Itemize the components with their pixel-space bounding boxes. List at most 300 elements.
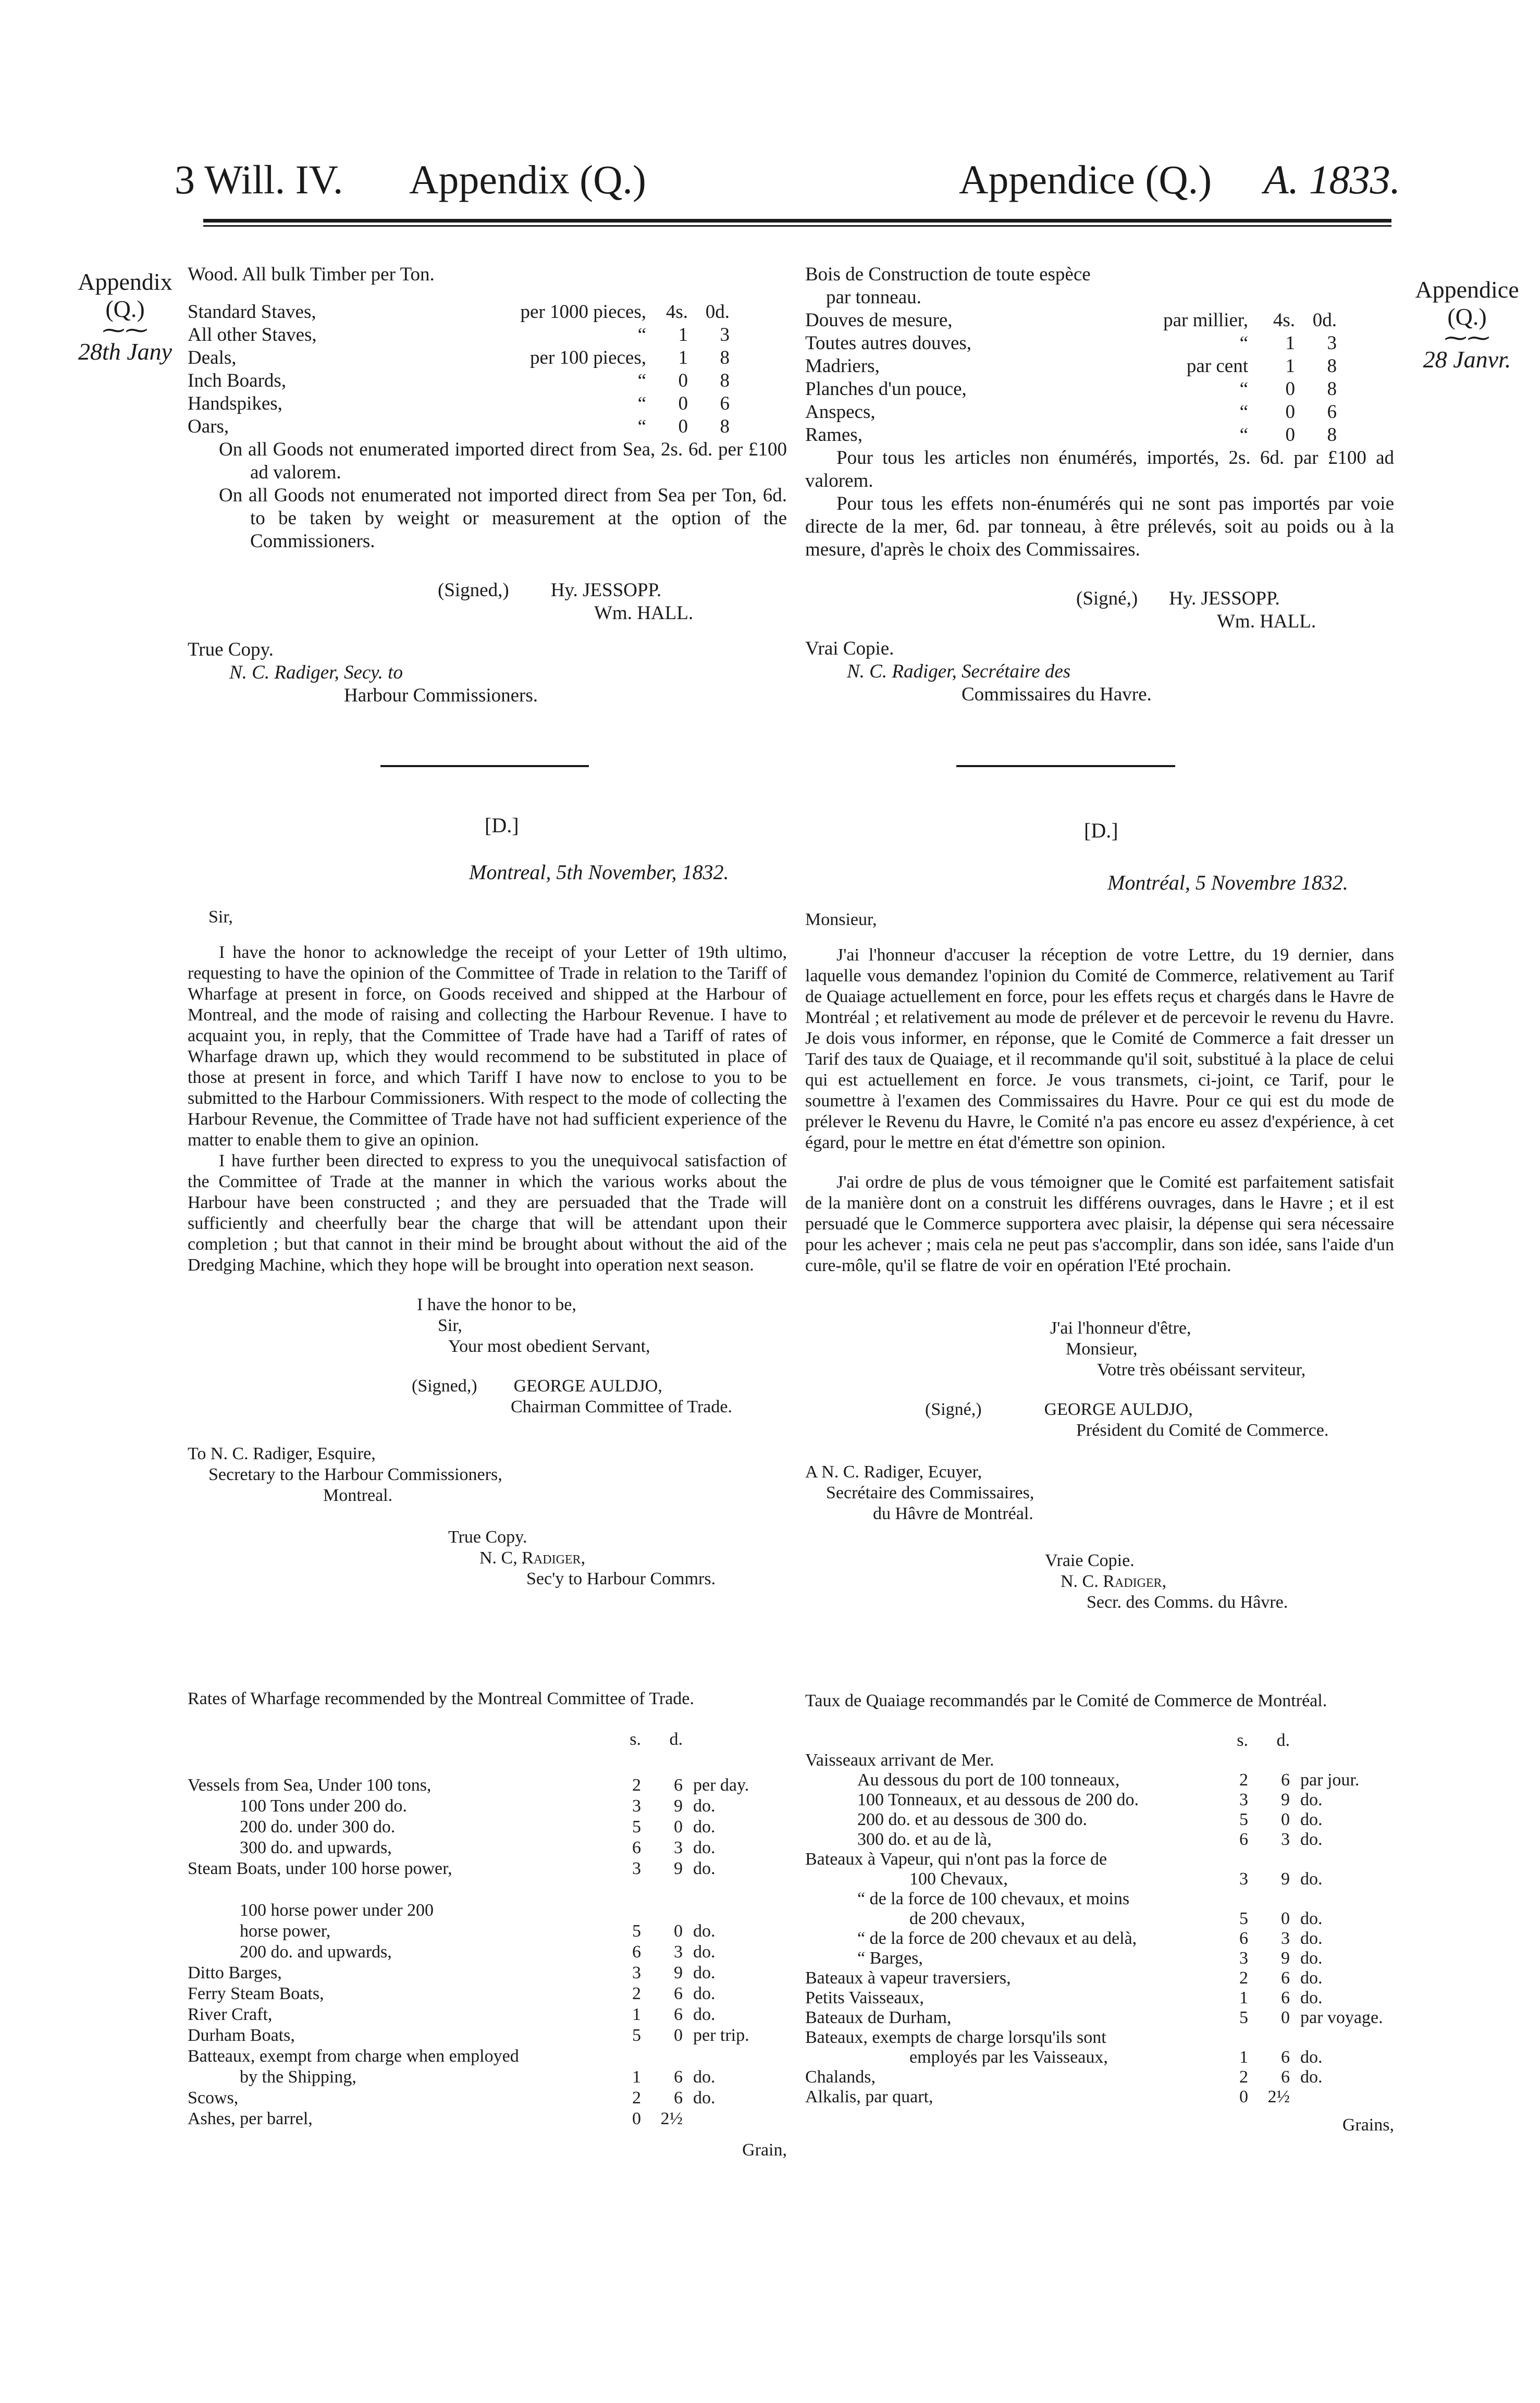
letter-date: Montréal, 5 Novembre 1832.: [1107, 871, 1348, 894]
rate-row: [188, 2067, 787, 2088]
rate-row: [805, 1988, 1394, 2008]
rate-pence: 3: [674, 1942, 683, 1962]
rate-shillings: 2: [1239, 1770, 1248, 1790]
row-s: 0: [678, 370, 688, 391]
closing: J'ai l'honneur d'être,: [1050, 1318, 1191, 1338]
rate-shillings: 6: [632, 1942, 641, 1962]
signer-name: Wm. HALL.: [1217, 611, 1316, 632]
rate-shillings: [1212, 1889, 1248, 1909]
row-label: Rames,: [805, 424, 863, 446]
rate-note: [683, 1900, 787, 1921]
rate-row: [805, 2008, 1394, 2028]
rate-row: [188, 1775, 787, 1796]
closing: Votre très obéissant serviteur,: [1097, 1360, 1306, 1379]
rate-pence: 0: [1281, 1909, 1290, 1928]
row-s: 0: [678, 393, 688, 414]
header-year: A. 1833.: [1264, 157, 1401, 202]
row-d: 8: [720, 370, 730, 391]
timber-heading: Bois de Construction de toute espèce: [805, 264, 1091, 285]
rate-label: Steam Boats, under 100 horse power,: [188, 1859, 452, 1878]
rate-pence: 9: [1281, 1790, 1290, 1809]
signed-label: (Signed,): [438, 580, 509, 601]
timber-note: Pour tous les effets non-énumérés qui ne sont pas importés par voie directe de la mer, 6d. par tonneau, à être prélevés, soit au poids ou à la mesure, d'après le choix des Commissaires.: [805, 493, 1394, 560]
rate-label: Ditto Barges,: [188, 1963, 282, 1982]
rate-pence: 0: [1281, 1810, 1290, 1829]
closing: I have the honor to be,: [417, 1295, 576, 1314]
timber-row: [805, 378, 1394, 401]
row-s: 0: [1285, 378, 1295, 400]
row-unit: “: [637, 416, 646, 437]
timber-note: On all Goods not enumerated not imported direct from Sea per Ton, 6d. to be taken by weight or measurement at the option of the Commissioners.: [219, 485, 787, 552]
rate-pence: [641, 1900, 683, 1921]
true-copy: True Copy.: [188, 639, 274, 660]
rate-row: [805, 2067, 1394, 2087]
rate-shillings: 3: [632, 1963, 641, 1982]
signed-label: (Signed,): [412, 1376, 477, 1396]
rate-note: par voyage.: [1300, 2008, 1383, 2027]
rate-pence: 6: [674, 1984, 683, 2003]
rate-note: [1290, 2028, 1394, 2048]
rate-note: do.: [693, 1817, 716, 1837]
signature-block: [188, 579, 787, 625]
letter-date: Montreal, 5th November, 1832.: [469, 860, 729, 884]
signer-name: Wm. HALL.: [594, 602, 694, 624]
rate-label: 300 do. et au de là,: [857, 1830, 992, 1849]
timber-row: [805, 401, 1394, 424]
rate-row: [805, 1790, 1394, 1810]
rate-pence: 6: [1281, 2048, 1290, 2067]
letter-paragraph: I have the honor to acknowledge the receipt of your Letter of 19th ultimo, requesting to have the opinion of the Committee of Trade in relation to the Tariff of Wharfage at present in force, on Goods received and shipped at the Harbour of Montreal, and the mode of raising and collecting the Harbour Revenue. I have to acquaint you, in reply, that the Committee of Trade have had a Tariff of rates of Wharfage drawn up, which they would recommend to be substituted in place of those at present in force, and which Tariff I have now to enclose to you to be submitted to the Harbour Commissioners. With respect to the mode of collecting the Harbour Revenue, the Committee of Trade have not had sufficient experience of the matter to enable them to give an opinion.: [188, 943, 787, 1150]
letter-paragraph: I have further been directed to express to you the unequivocal satisfaction of the Committee of Trade at the manner in which the various works about the Harbour have been constructed ; and they are persuaded that the Trade will sufficiently and cheerfully bear the charge that will be attendant upon their completion ; but that cannot in their mind be brought about without the aid of the Dredging Machine, which they hope will be brought into operation next season.: [188, 1151, 787, 1275]
margin-code: (Q.): [105, 295, 145, 322]
rate-row: [188, 2088, 787, 2109]
true-copy: True Copy.: [448, 1527, 527, 1547]
addressee: Secretary to the Harbour Commissioners,: [208, 1465, 502, 1484]
catchword: Grain,: [742, 2140, 787, 2160]
row-unit: “: [637, 393, 646, 414]
rate-shillings: 5: [632, 1817, 641, 1837]
section-divider: [380, 765, 589, 767]
rates-header: [188, 1729, 787, 1750]
secretary-line: Commissaires du Havre.: [962, 684, 1152, 705]
rate-row: [805, 1869, 1394, 1889]
rate-pence: 9: [674, 1859, 683, 1878]
rate-note: [683, 2046, 787, 2067]
true-copy: Vrai Copie.: [805, 638, 894, 659]
rate-note: per trip.: [693, 2026, 749, 2045]
copy-signer: N. C. Radiger,: [1061, 1572, 1167, 1591]
timber-row: [805, 424, 1394, 447]
rate-row: [188, 1858, 787, 1879]
row-unit: “: [637, 324, 646, 346]
closing: Your most obedient Servant,: [448, 1337, 650, 1356]
rate-pence: [1248, 2028, 1290, 2048]
rate-label: Scows,: [188, 2088, 239, 2108]
col-header-s: s.: [1237, 1731, 1248, 1750]
flourish-icon: ⁓⁓: [1444, 325, 1490, 351]
row-label: Toutes autres douves,: [805, 332, 972, 354]
rate-pence: 6: [674, 1776, 683, 1795]
rate-label: de 200 chevaux,: [909, 1909, 1025, 1928]
closing: Monsieur,: [1066, 1339, 1138, 1359]
catchword: Grains,: [1342, 2115, 1394, 2135]
rate-row: [188, 2046, 787, 2067]
header-title-fr: Appendice (Q.): [959, 157, 1212, 202]
rate-row: [805, 1949, 1394, 1968]
rate-pence: 3: [674, 1838, 683, 1857]
rates-table-en: [188, 1689, 787, 2161]
rate-label: River Craft,: [188, 2005, 273, 2024]
timber-tariff-en: [188, 263, 787, 707]
addressee: A N. C. Radiger, Ecuyer,: [805, 1462, 982, 1482]
row-label: Handspikes,: [188, 393, 282, 414]
rate-shillings: 5: [1239, 1810, 1248, 1829]
rate-shillings: 6: [1239, 1830, 1248, 1849]
row-unit: “: [1239, 424, 1248, 446]
flourish-icon: ⁓⁓: [102, 317, 148, 343]
timber-row: [805, 332, 1394, 355]
timber-heading-sub: par tonneau.: [826, 287, 921, 308]
timber-row: [188, 415, 787, 438]
rate-label: Vessels from Sea, Under 100 tons,: [188, 1776, 432, 1795]
timber-row: [188, 392, 787, 415]
rate-row: [188, 1921, 787, 1942]
row-label: Anspecs,: [805, 401, 876, 423]
row-label: Douves de mesure,: [805, 310, 953, 331]
rate-note: [683, 2109, 787, 2129]
rate-pence: [1248, 1751, 1290, 1770]
letter-paragraph: J'ai ordre de plus de vous témoigner que le Comité est parfaitement satisfait de la manière dont on a construit les différens ouvrages, dans le Havre ; et il est persuadé que le Commerce supportera avec plaisir, la dépense qui sera nécessaire pour les achever ; mais cela ne peut pas s'accomplir, dans son idée, sans l'aide d'un cure-môle, qu'il se flatre de voir en opération l'Eté prochain.: [805, 1173, 1394, 1275]
row-s: 4s.: [1273, 310, 1295, 331]
rate-shillings: 3: [1239, 1790, 1248, 1809]
rate-pence: [641, 2046, 683, 2067]
secretary-line: N. C. Radiger, Secrétaire des: [847, 661, 1071, 682]
rate-shillings: 5: [1239, 2008, 1248, 2027]
copy-signer-title: Sec'y to Harbour Commrs.: [526, 1569, 716, 1588]
rate-row: [805, 1850, 1394, 1869]
timber-note: On all Goods not enumerated imported direct from Sea, 2s. 6d. per £100 ad valorem.: [219, 439, 787, 483]
rate-pence: 0: [674, 1817, 683, 1837]
rate-note: [1290, 2087, 1394, 2107]
rate-pence: 6: [674, 2067, 683, 2087]
row-d: 0d.: [705, 301, 730, 323]
rate-label: by the Shipping,: [240, 2067, 356, 2087]
rate-pence: 9: [1281, 1869, 1290, 1889]
rate-row: [805, 2028, 1394, 2048]
rate-note: do.: [1300, 1988, 1323, 2007]
rate-shillings: 2: [632, 1984, 641, 2003]
rate-shillings: [1212, 1850, 1248, 1869]
timber-row: [188, 369, 787, 392]
rate-note: per day.: [693, 1776, 749, 1795]
rate-label: horse power,: [240, 1921, 331, 1941]
signer-name: Hy. JESSOPP.: [1169, 588, 1280, 609]
timber-rows: [805, 309, 1394, 447]
row-label: Oars,: [188, 416, 229, 437]
rate-row: [805, 1909, 1394, 1929]
rate-row: [805, 1929, 1394, 1949]
rate-row: [188, 1817, 787, 1838]
signature-line: [805, 1399, 1394, 1420]
rate-row: [805, 1889, 1394, 1909]
section-divider: [956, 765, 1175, 767]
row-unit: “: [1239, 401, 1248, 423]
rate-pence: [641, 1879, 683, 1900]
rates-title: Rates of Wharfage recommended by the Montreal Committee of Trade.: [188, 1689, 694, 1708]
row-d: 8: [1327, 355, 1337, 377]
timber-row: [805, 309, 1394, 332]
signer-name: GEORGE AULDJO,: [1044, 1400, 1193, 1419]
row-label: Standard Staves,: [188, 301, 316, 323]
salutation: Monsieur,: [805, 910, 877, 929]
rate-row: [805, 1751, 1394, 1770]
rate-shillings: 5: [632, 2026, 641, 2045]
rate-shillings: 3: [632, 1859, 641, 1878]
rate-shillings: 2: [1239, 2067, 1248, 2087]
rate-label: Ashes, per barrel,: [188, 2109, 313, 2128]
rate-note: do.: [1300, 1830, 1323, 1849]
rate-pence: 3: [1281, 1830, 1290, 1849]
timber-row: [188, 301, 787, 324]
rate-label: Durham Boats,: [188, 2026, 295, 2045]
rate-shillings: 6: [1239, 1929, 1248, 1948]
signature-line: [188, 1376, 787, 1397]
addressee: Secrétaire des Commissaires,: [826, 1483, 1034, 1502]
margin-note-left: [68, 268, 182, 365]
rate-label: “ de la force de 200 chevaux et au delà,: [857, 1929, 1137, 1948]
rate-note: do.: [1300, 1949, 1323, 1968]
rates-table-fr: [805, 1691, 1394, 2135]
rate-row: [805, 2087, 1394, 2107]
signature-block: [805, 587, 1394, 633]
rate-row: [805, 1968, 1394, 1988]
secretary-line: N. C. Radiger, Secy. to: [229, 662, 403, 683]
rate-note: do.: [693, 1942, 716, 1962]
header-reign: 3 Will. IV.: [175, 157, 343, 202]
rate-pence: 0: [1281, 2008, 1290, 2027]
col-header-s: s.: [630, 1730, 641, 1749]
rate-row: [188, 1796, 787, 1817]
rate-label: Vaisseaux arrivant de Mer.: [805, 1751, 994, 1770]
timber-row: [805, 355, 1394, 378]
rate-shillings: [1212, 2028, 1248, 2048]
rate-note: par jour.: [1300, 1770, 1360, 1790]
rate-row: [188, 2025, 787, 2046]
addressee: To N. C. Radiger, Esquire,: [188, 1444, 376, 1463]
rate-pence: 9: [674, 1963, 683, 1982]
timber-row: [188, 324, 787, 347]
rate-label: Bateaux à vapeur traversiers,: [805, 1968, 1011, 1988]
rate-shillings: 2: [632, 2088, 641, 2108]
true-copy: Vraie Copie.: [1045, 1551, 1135, 1570]
row-s: 0: [1285, 424, 1295, 446]
rate-pence: 0: [674, 1921, 683, 1941]
rate-pence: [1248, 1850, 1290, 1869]
rate-note: do.: [1300, 1790, 1323, 1809]
rate-label: 200 do. under 300 do.: [240, 1817, 396, 1837]
rate-pence: 3: [1281, 1929, 1290, 1948]
closing: Sir,: [438, 1316, 462, 1335]
row-d: 6: [1327, 401, 1337, 423]
row-label: All other Staves,: [188, 324, 317, 346]
section-marker: [D.]: [485, 814, 519, 837]
rate-shillings: [605, 1879, 641, 1900]
row-d: 3: [1327, 332, 1337, 354]
timber-row: [188, 347, 787, 369]
rate-pence: 6: [1281, 1968, 1290, 1988]
rate-note: do.: [693, 1838, 716, 1857]
row-s: 0: [1285, 401, 1295, 423]
row-unit: par millier,: [1163, 310, 1248, 331]
row-d: 3: [720, 324, 730, 346]
rate-shillings: 2: [1239, 1968, 1248, 1988]
rate-row: [188, 1900, 787, 1921]
rate-pence: 9: [674, 1796, 683, 1816]
row-s: 1: [1285, 355, 1295, 377]
margin-code: (Q.): [1447, 303, 1487, 330]
rate-label: employés par les Vaisseaux,: [909, 2048, 1108, 2067]
rate-note: do.: [1300, 2067, 1323, 2087]
rate-shillings: [1212, 1751, 1248, 1770]
rate-pence: 6: [674, 2088, 683, 2108]
rate-row: [805, 2048, 1394, 2067]
rate-shillings: 1: [632, 2005, 641, 2024]
salutation: Sir,: [208, 907, 233, 927]
rate-pence: 6: [674, 2005, 683, 2024]
rate-label: Batteaux, exempt from charge when employed: [188, 2047, 519, 2066]
secretary-line: Harbour Commissioners.: [344, 685, 538, 706]
rate-note: do.: [693, 1921, 716, 1941]
rate-label: 300 do. and upwards,: [240, 1838, 392, 1857]
copy-signer-title: Secr. des Comms. du Hâvre.: [1087, 1593, 1288, 1612]
rate-shillings: 1: [1239, 1988, 1248, 2007]
header-rule-thin: [203, 225, 1391, 227]
rate-note: do.: [693, 1963, 716, 1982]
margin-label: Appendix: [78, 268, 173, 295]
rate-note: do.: [693, 2088, 716, 2108]
row-unit: “: [1239, 378, 1248, 400]
rate-label: 100 Tonneaux, et au dessous de 200 do.: [857, 1790, 1139, 1809]
rate-row: [188, 1963, 787, 1983]
margin-date: 28th Jany: [78, 338, 173, 365]
letter-paragraph: J'ai l'honneur d'accuser la réception de votre Lettre, du 19 dernier, dans laquelle vous demandez l'opinion du Comité de Commerce, relativement au Tarif de Quaiage actuellement en force, pour les effets reçus et chargés dans le Havre de Montréal ; et relativement au mode de prélever et de percevoir le revenu du Havre. Je dois vous informer, en réponse, que le Comité de Commerce a fait dresser un Tarif des taux de Quaiage, et il recommande qu'il soit, substitué à la place de celui qui est actuellement en force. Je vous transmets, ci-joint, ce Tarif, pour le soumettre à l'examen des Commissaires du Havre. Pour ce qui est du mode de prélever le Revenu du Havre, le Comité n'a pas encore eu assez d'expérience, à cet égard, pour le mettre en état d'émettre son opinion.: [805, 945, 1394, 1152]
rate-label: Alkalis, par quart,: [805, 2087, 933, 2106]
rate-label: Ferry Steam Boats,: [188, 1984, 324, 2003]
rate-label: 200 do. and upwards,: [240, 1942, 392, 1962]
rate-label: Bateaux à Vapeur, qui n'ont pas la force de: [805, 1850, 1107, 1869]
rate-label: 200 do. et au dessous de 300 do.: [857, 1810, 1088, 1829]
rate-label: [188, 1879, 605, 1900]
rate-label: Bateaux de Durham,: [805, 2008, 952, 2027]
letter-fr: [805, 909, 1394, 1613]
rate-row: [188, 2109, 787, 2129]
signed-label: (Signé,): [925, 1400, 982, 1419]
row-s: 0: [678, 416, 688, 437]
signer-title: Chairman Committee of Trade.: [511, 1397, 732, 1416]
rate-pence: 2½: [660, 2109, 683, 2128]
rates-body: [805, 1751, 1394, 2107]
rates-title: Taux de Quaiage recommandés par le Comité de Commerce de Montréal.: [805, 1691, 1327, 1710]
section-marker: [D.]: [1084, 819, 1118, 842]
rate-shillings: 0: [1239, 2087, 1248, 2106]
rate-shillings: 5: [1239, 1909, 1248, 1928]
rate-note: [1290, 1889, 1394, 1909]
rate-label: 100 horse power under 200: [240, 1901, 434, 1920]
row-s: 1: [678, 324, 688, 346]
rates-body: [188, 1775, 787, 2129]
timber-heading: Wood. All bulk Timber per Ton.: [188, 264, 435, 285]
rate-row: [188, 1942, 787, 1963]
rate-pence: 6: [1281, 2067, 1290, 2087]
row-unit: per 100 pieces,: [530, 347, 646, 368]
rate-label: Petits Vaisseaux,: [805, 1988, 924, 2007]
rate-note: do.: [693, 2005, 716, 2024]
row-d: 8: [1327, 378, 1337, 400]
rate-shillings: 3: [1239, 1869, 1248, 1889]
addressee: Montreal.: [323, 1486, 393, 1505]
row-d: 8: [1327, 424, 1337, 446]
rate-label: Chalands,: [805, 2067, 876, 2087]
row-d: 8: [720, 347, 730, 368]
rate-note: [683, 1879, 787, 1900]
rate-label: “ de la force de 100 chevaux, et moins: [857, 1889, 1130, 1908]
row-d: 6: [720, 393, 730, 414]
rate-shillings: 6: [632, 1838, 641, 1857]
rate-row: [188, 1983, 787, 2004]
margin-date: 28 Janvr.: [1423, 346, 1511, 373]
row-s: 4s.: [666, 301, 688, 323]
rate-label: Bateaux, exempts de charge lorsqu'ils sont: [805, 2028, 1106, 2047]
addressee: du Hâvre de Montréal.: [873, 1504, 1033, 1523]
rate-pence: 9: [1281, 1949, 1290, 1968]
rate-note: do.: [1300, 2048, 1323, 2067]
row-d: 0d.: [1312, 310, 1337, 331]
rate-pence: 6: [1281, 1770, 1290, 1790]
signer-name: Hy. JESSOPP.: [550, 580, 662, 601]
header-rule: [203, 219, 1391, 223]
rate-row: [805, 1770, 1394, 1790]
copy-signer: N. C, Radiger,: [479, 1548, 586, 1568]
rate-pence: 0: [674, 2026, 683, 2045]
rate-label: 100 Tons under 200 do.: [240, 1796, 407, 1816]
rate-shillings: 0: [632, 2109, 641, 2128]
row-unit: “: [1239, 332, 1248, 354]
row-s: 1: [678, 347, 688, 368]
timber-note: Pour tous les articles non énumérés, importés, 2s. 6d. par £100 ad valorem.: [805, 447, 1394, 491]
signed-label: (Signé,): [1076, 588, 1138, 609]
rate-shillings: 3: [1239, 1949, 1248, 1968]
rate-label: 100 Chevaux,: [909, 1869, 1008, 1889]
rate-note: do.: [1300, 1810, 1323, 1829]
rate-note: [1290, 1850, 1394, 1869]
rate-shillings: 5: [632, 1921, 641, 1941]
rate-shillings: [605, 2046, 641, 2067]
rate-row: [188, 1879, 787, 1900]
rate-shillings: 3: [632, 1796, 641, 1816]
rate-note: do.: [1300, 1909, 1323, 1928]
rate-row: [805, 1810, 1394, 1830]
rate-shillings: 1: [632, 2067, 641, 2087]
rate-note: do.: [693, 2067, 716, 2087]
timber-rows: [188, 301, 787, 438]
rate-note: [1290, 1751, 1394, 1770]
rate-note: do.: [693, 1984, 716, 2003]
margin-note-right: [1407, 276, 1527, 373]
row-d: 8: [720, 416, 730, 437]
rate-shillings: [605, 1900, 641, 1921]
rate-shillings: 1: [1239, 2048, 1248, 2067]
rate-note: do.: [1300, 1968, 1323, 1988]
